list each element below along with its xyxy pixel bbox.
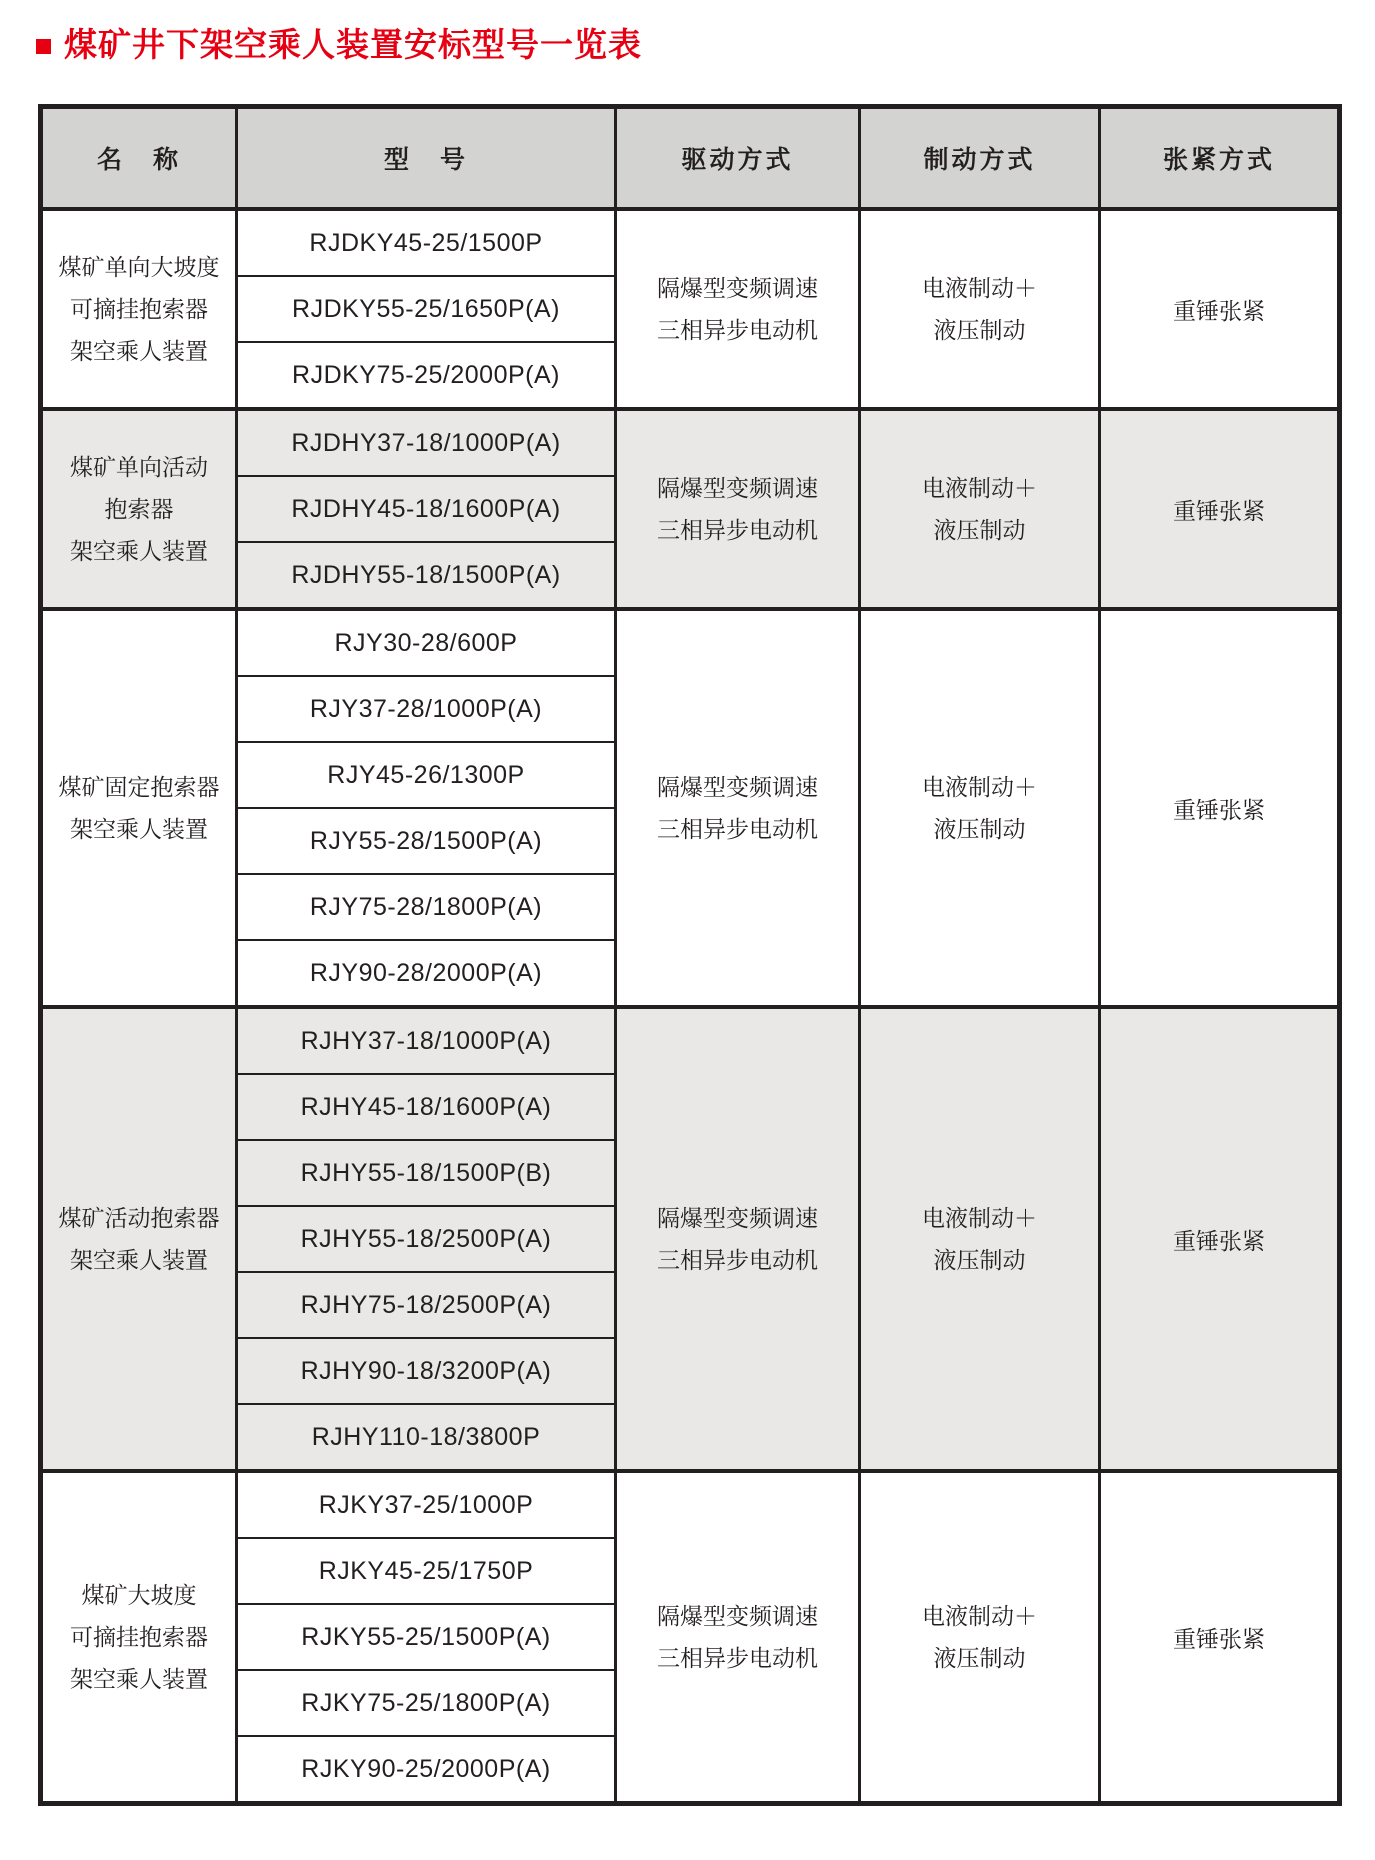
drive-mode-cell [616,209,860,409]
model-cell: RJKY45-25/1750P [237,1538,616,1604]
brake-mode-line: 电液制动＋ [922,1205,1037,1232]
device-name-line: 煤矿活动抱索器 [58,1205,220,1232]
tension-mode-cell: 重锤张紧 [1100,409,1340,609]
model-cell: RJY37-28/1000P(A) [237,676,616,742]
model-cell: RJHY75-18/2500P(A) [237,1272,616,1338]
device-name-cell [41,609,237,1007]
brake-mode-cell [860,1007,1100,1471]
drive-mode-line: 三相异步电动机 [657,1645,818,1672]
device-name-line: 架空乘人装置 [70,338,208,365]
model-cell: RJY30-28/600P [237,609,616,676]
model-cell: RJHY45-18/1600P(A) [237,1074,616,1140]
drive-mode-line: 隔爆型变频调速 [657,1205,818,1232]
drive-mode-line: 三相异步电动机 [657,1247,818,1274]
brake-mode-cell [860,1471,1100,1804]
device-name-line: 煤矿大坡度 [81,1582,197,1609]
device-name-cell [41,1471,237,1804]
brake-mode-line: 电液制动＋ [922,275,1037,302]
drive-mode-cell [616,1007,860,1471]
column-header-drive: 驱动方式 [616,107,860,210]
brake-mode-cell [860,409,1100,609]
model-cell: RJHY90-18/3200P(A) [237,1338,616,1404]
brake-mode-line: 电液制动＋ [922,475,1037,502]
tension-mode-cell: 重锤张紧 [1100,609,1340,1007]
device-name-cell [41,209,237,409]
drive-mode-line: 三相异步电动机 [657,816,818,843]
model-cell: RJDKY75-25/2000P(A) [237,342,616,409]
model-cell: RJKY90-25/2000P(A) [237,1736,616,1804]
brake-mode-line: 电液制动＋ [922,774,1037,801]
brake-mode-cell [860,609,1100,1007]
drive-mode-cell [616,1471,860,1804]
device-name-line: 可摘挂抱索器 [70,1624,208,1651]
brake-mode-line: 电液制动＋ [922,1603,1037,1630]
drive-mode-cell [616,409,860,609]
model-cell: RJKY55-25/1500P(A) [237,1604,616,1670]
table-row [41,209,1340,276]
device-name-line: 抱索器 [104,496,174,523]
device-name-line: 可摘挂抱索器 [70,296,208,323]
device-name-line: 架空乘人装置 [70,538,208,565]
model-cell: RJHY110-18/3800P [237,1404,616,1471]
model-cell: RJDHY55-18/1500P(A) [237,542,616,609]
column-header-model: 型 号 [237,107,616,210]
table-header-row [41,107,1340,210]
table-row [41,409,1340,476]
model-cell: RJHY55-18/1500P(B) [237,1140,616,1206]
model-cell: RJDKY45-25/1500P [237,209,616,276]
drive-mode-cell [616,609,860,1007]
model-cell: RJHY37-18/1000P(A) [237,1007,616,1074]
model-spec-table [38,104,1342,1806]
model-cell: RJY90-28/2000P(A) [237,940,616,1007]
device-name-cell [41,409,237,609]
drive-mode-line: 隔爆型变频调速 [657,774,818,801]
model-cell: RJDKY55-25/1650P(A) [237,276,616,342]
model-cell: RJHY55-18/2500P(A) [237,1206,616,1272]
brake-mode-cell [860,209,1100,409]
tension-mode-cell: 重锤张紧 [1100,209,1340,409]
drive-mode-line: 隔爆型变频调速 [657,475,818,502]
model-cell: RJDHY45-18/1600P(A) [237,476,616,542]
page-title-row [0,0,1375,63]
tension-mode-cell: 重锤张紧 [1100,1007,1340,1471]
table-row [41,1007,1340,1074]
model-cell: RJKY37-25/1000P [237,1471,616,1538]
tension-mode-cell: 重锤张紧 [1100,1471,1340,1804]
device-name-line: 架空乘人装置 [70,816,208,843]
brake-mode-line: 液压制动 [933,517,1026,544]
square-bullet-icon [36,39,51,54]
drive-mode-line: 三相异步电动机 [657,517,818,544]
column-header-brake: 制动方式 [860,107,1100,210]
brake-mode-line: 液压制动 [933,317,1026,344]
device-name-cell [41,1007,237,1471]
brake-mode-line: 液压制动 [933,1247,1026,1274]
drive-mode-line: 隔爆型变频调速 [657,275,818,302]
model-cell: RJY75-28/1800P(A) [237,874,616,940]
device-name-line: 煤矿单向活动 [70,454,208,481]
drive-mode-line: 三相异步电动机 [657,317,818,344]
column-header-name: 名 称 [41,107,237,210]
table-row [41,1471,1340,1538]
model-cell: RJKY75-25/1800P(A) [237,1670,616,1736]
device-name-line: 煤矿单向大坡度 [58,254,220,281]
table-row [41,609,1340,676]
device-name-line: 架空乘人装置 [70,1666,208,1693]
device-name-line: 煤矿固定抱索器 [58,774,220,801]
model-cell: RJY55-28/1500P(A) [237,808,616,874]
drive-mode-line: 隔爆型变频调速 [657,1603,818,1630]
device-name-line: 架空乘人装置 [70,1247,208,1274]
brake-mode-line: 液压制动 [933,816,1026,843]
page-title: 煤矿井下架空乘人装置安标型号一览表 [64,26,642,63]
brake-mode-line: 液压制动 [933,1645,1026,1672]
column-header-tension: 张紧方式 [1100,107,1340,210]
model-cell: RJDHY37-18/1000P(A) [237,409,616,476]
model-cell: RJY45-26/1300P [237,742,616,808]
